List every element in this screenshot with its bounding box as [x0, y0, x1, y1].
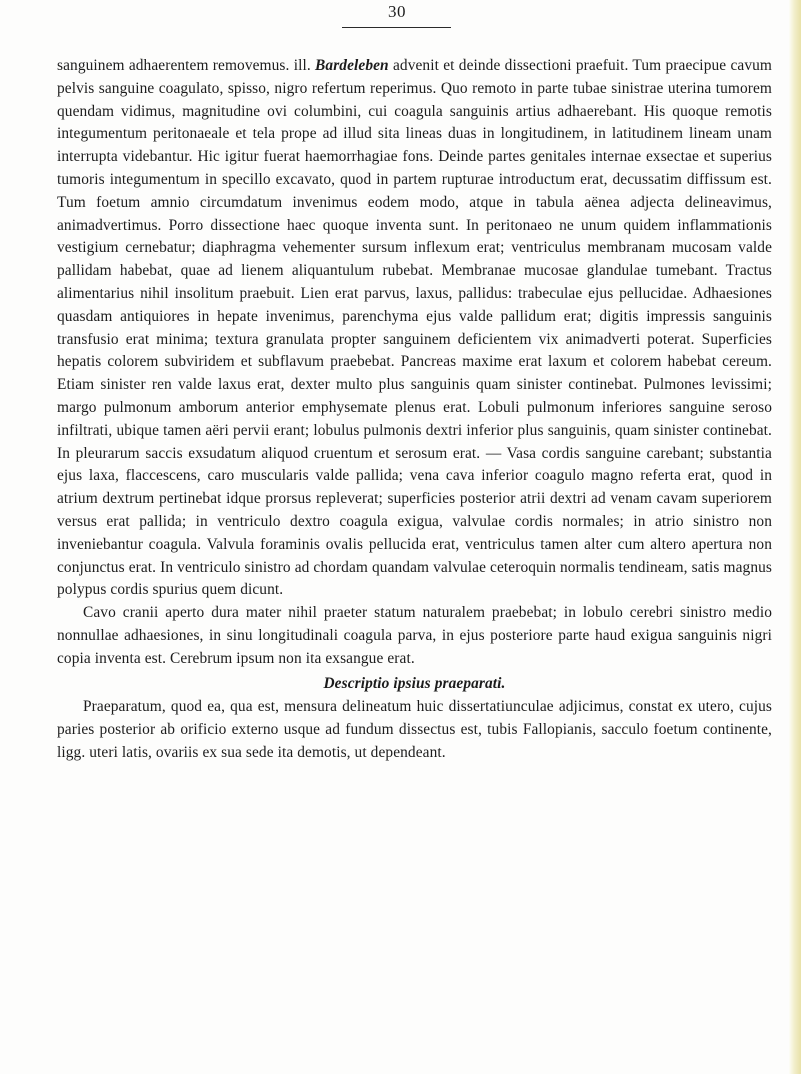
section-heading: Descriptio ipsius praeparati.: [323, 674, 506, 692]
header-rule: [342, 27, 451, 28]
paragraph-text: advenit et deinde dissectioni praefuit. Tum praecipue cavum pelvis sanguine coagulato, spisso, nigro refertum reperimus. Quo remoto in parte tubae sinistrae uterina tumorem quendam vidimus, magnitudine ovi columbini, cui coagula sanguinis artius adhaerebant. His quoque remotis integumentum peritonaeale et tela prope ad illud sita lineas duas in longitudinem, in latitudinem lineam unam interrupta videbantur. Hic igitur fuerat haemorrhagiae fons. Deinde partes genitales internae exsectae et superius tumoris integumentum in specillo excavato, quod in partem rupturae introductum erat, decussatim diffissum est. Tum foetum amnio circumdatum invenimus eodem modo, atque in tabula aënea adjecta delineavimus, animadvertimus. Porro dissectione haec quoque inventa sunt. In peritonaeo ne unum quidem inflammationis vestigium cernebatur; diaphragma vehementer sursum inflexum erat; ventriculus membranam mucosam valde pallidam habebat, quae ad lienem aliquantulum rubebat. Membranae mucosae glandulae tumebant. Tractus alimentarius nihil insolitum praebuit. Lien erat parvus, laxus, pallidus: trabeculae ejus pellucidae. Adhaesiones quasdam antiquiores in hepate invenimus, parenchyma ejus valde pallidum erat; digitis impressis sanguinis transfusio erat minima; textura granulata propter sanguinem deficientem vix animadverti poterat. Superficies hepatis colorem subviridem et subflavum praebebat. Pancreas maxime erat laxum et colorem habebat cereum. Etiam sinister ren valde laxus erat, dexter multo plus sanguinis quam sinister continebat. Pulmones levissimi; margo pulmonum amborum anterior emphysemate plenus erat. Lobuli pulmonum inferiores sanguine seroso infiltrati, ubique tamen aëri pervii erant; lobulus pulmonis dextri inferior plus sanguinis, quam sinister continebat. In pleurarum saccis exsudatum aliquod cruentum et serosum erat. — Vasa cordis sanguine carebant; substantia ejus laxa, flaccescens, caro muscularis valde pallida; vena cava inferior coagulo magno referta erat, quod in atrium dextrum pertinebat idque prorsus repleverat; superficies posterior atrii dextri ad venam cavam superiorem versus erat pallida; in ventriculo dextro coagula exigua, valvulae cordis normales; in atrio sinistro non inveniebantur coagula. Valvula foraminis ovalis pellucida erat, ventriculus tamen alter cum altero apertura non conjunctus erat. In ventriculo sinistro ad chordam quandam valvulae ceteroquin normalis tendineam, satis magnus polypus cordis spurius quem dicunt.: [57, 57, 772, 599]
paragraph-cranium: Cavo cranii aperto dura mater nihil praeter statum naturalem praebebat; in lobulo cerebri sinistro medio nonnullae adhaesiones, in sinu longitudinali coagula parva, in ejus posteriore parte haud exigua sanguinis nigri copia inventa est. Cerebrum ipsum non ita exsangue erat.: [57, 604, 772, 667]
paragraph-autopsy: [57, 55, 772, 602]
page-number: 30: [388, 2, 406, 21]
page-edge-shadow: [789, 0, 801, 1074]
paragraph-preparation: Praeparatum, quod ea, qua est, mensura delineatum huic dissertatiunculae adjicimus, constat ex utero, cujus paries posterior ab orificio externo usque ad fundum dissectus est, tubis Fallopianis, sacculo foetum continente, ligg. uteri latis, ovariis ex sua sede ita demotis, ut dependeant.: [57, 698, 772, 761]
paragraph-text: sanguinem adhaerentem removemus. ill.: [57, 57, 316, 74]
author-name: Bardeleben: [315, 57, 389, 74]
body-text: [57, 55, 772, 765]
